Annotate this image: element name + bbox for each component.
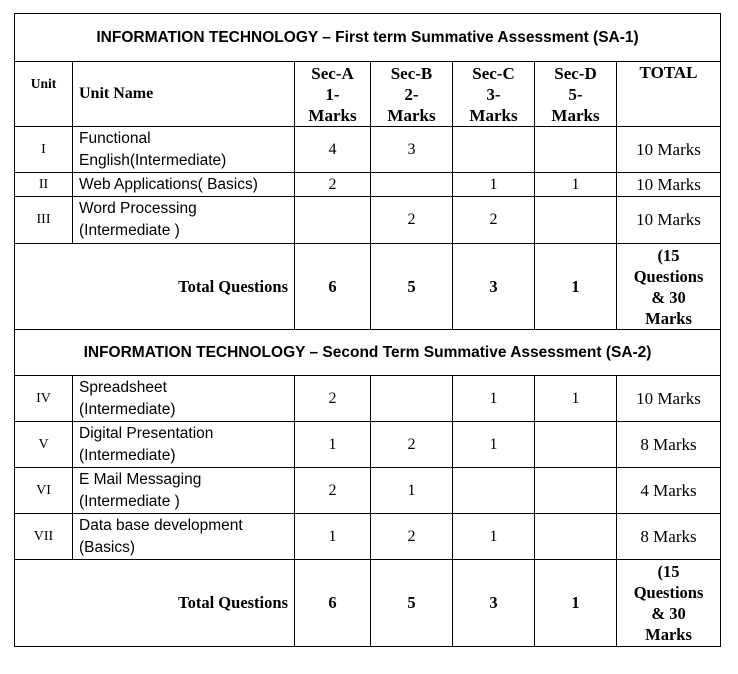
sec-a-total: 6 <box>295 560 371 647</box>
unit-cell: III <box>15 197 73 244</box>
sec-b-cell: 2 <box>371 514 453 560</box>
sec-c-cell: 1 <box>453 376 535 422</box>
totals-row <box>15 560 721 647</box>
unit-name-cell <box>73 197 295 244</box>
unit-name-line: (Intermediate ) <box>79 222 180 239</box>
total-questions-label: Total Questions <box>15 560 295 647</box>
table-row <box>15 514 721 560</box>
sa2-title-row <box>15 330 721 376</box>
sec-b-header-line: 2- <box>404 85 419 104</box>
sec-b-header <box>371 62 453 127</box>
sec-a-cell: 2 <box>295 376 371 422</box>
sec-d-header-line: Sec-D <box>554 64 597 83</box>
sec-c-cell <box>453 468 535 514</box>
sec-d-cell <box>535 127 617 173</box>
sa1-title: INFORMATION TECHNOLOGY – First term Summative Assessment (SA-1) <box>15 14 721 62</box>
sec-d-cell <box>535 514 617 560</box>
sec-a-cell: 2 <box>295 173 371 197</box>
sec-b-total: 5 <box>371 560 453 647</box>
grand-total <box>617 560 721 647</box>
total-questions-label: Total Questions <box>15 244 295 330</box>
sec-a-cell: 1 <box>295 422 371 468</box>
unit-name-line: (Basics) <box>79 538 135 556</box>
sec-c-cell: 1 <box>453 173 535 197</box>
grand-total-line: (15 <box>657 245 680 265</box>
sec-d-header-line: Marks <box>551 106 600 125</box>
sec-a-header <box>295 62 371 127</box>
unit-name-line: Data base development <box>79 516 243 534</box>
sec-b-total: 5 <box>371 244 453 330</box>
total-cell: 10 Marks <box>617 127 721 173</box>
header-row <box>15 62 721 127</box>
unit-name-line: Web Applications( Basics) <box>79 175 258 193</box>
sec-b-cell <box>371 173 453 197</box>
grand-total-line: Marks <box>645 625 692 644</box>
sec-c-header <box>453 62 535 127</box>
sec-a-cell: 2 <box>295 468 371 514</box>
sec-c-header-line: Marks <box>469 106 518 125</box>
unit-name-cell <box>73 376 295 422</box>
sec-a-cell: 4 <box>295 127 371 173</box>
sec-d-cell <box>535 422 617 468</box>
unit-header: Unit <box>15 62 73 127</box>
unit-name-line: E Mail Messaging <box>79 470 202 488</box>
sec-b-cell <box>371 376 453 422</box>
sec-b-cell: 3 <box>371 127 453 173</box>
sec-b-cell: 2 <box>371 422 453 468</box>
sec-b-header-line: Sec-B <box>390 64 433 83</box>
sec-d-cell: 1 <box>535 376 617 422</box>
grand-total-line: & 30 <box>651 287 686 307</box>
unit-name-cell <box>73 514 295 560</box>
unit-name-line: Word Processing <box>79 200 197 217</box>
sec-b-header-line: Marks <box>387 106 436 125</box>
grand-total-line: Marks <box>645 308 692 328</box>
sec-c-total: 3 <box>453 244 535 330</box>
unit-name-line: Functional <box>79 129 151 147</box>
unit-name-header: Unit Name <box>73 62 295 127</box>
unit-name-cell <box>73 422 295 468</box>
unit-name-line: (Intermediate) <box>79 400 176 418</box>
unit-name-line: (Intermediate) <box>79 446 176 464</box>
sec-d-total: 1 <box>535 560 617 647</box>
unit-cell: IV <box>15 376 73 422</box>
sec-a-cell: 1 <box>295 514 371 560</box>
sec-c-cell <box>453 127 535 173</box>
unit-name-line: Spreadsheet <box>79 378 167 396</box>
sec-a-header-line: Sec-A <box>311 64 354 83</box>
sa2-title: INFORMATION TECHNOLOGY – Second Term Summative Assessment (SA-2) <box>15 330 721 376</box>
grand-total-line: (15 <box>657 562 680 581</box>
unit-name-cell <box>73 127 295 173</box>
unit-name-line: Digital Presentation <box>79 424 214 442</box>
total-cell: 8 Marks <box>617 422 721 468</box>
sec-d-header <box>535 62 617 127</box>
grand-total-line: Questions <box>633 266 704 286</box>
sec-a-total: 6 <box>295 244 371 330</box>
table-row <box>15 422 721 468</box>
unit-name-cell <box>73 468 295 514</box>
sa1-title-row <box>15 14 721 62</box>
table-row <box>15 173 721 197</box>
sec-c-cell: 2 <box>453 197 535 244</box>
total-cell: 4 Marks <box>617 468 721 514</box>
sec-c-cell: 1 <box>453 422 535 468</box>
total-cell: 8 Marks <box>617 514 721 560</box>
unit-name-line: English(Intermediate) <box>79 151 227 169</box>
total-cell: 10 Marks <box>617 197 721 244</box>
unit-cell: VII <box>15 514 73 560</box>
grand-total-line: Questions <box>633 583 704 602</box>
total-cell: 10 Marks <box>617 173 721 197</box>
grand-total <box>617 244 721 330</box>
sec-c-cell: 1 <box>453 514 535 560</box>
sec-b-cell: 2 <box>371 197 453 244</box>
table-row <box>15 197 721 244</box>
unit-cell: VI <box>15 468 73 514</box>
unit-name-cell <box>73 173 295 197</box>
sec-d-cell: 1 <box>535 173 617 197</box>
total-header: TOTAL <box>617 62 721 127</box>
sec-a-header-line: Marks <box>308 106 357 125</box>
table-row <box>15 127 721 173</box>
sec-d-cell <box>535 468 617 514</box>
unit-cell: II <box>15 173 73 197</box>
totals-row <box>15 244 721 330</box>
sec-b-cell: 1 <box>371 468 453 514</box>
sec-c-header-line: Sec-C <box>472 64 515 83</box>
unit-cell: V <box>15 422 73 468</box>
sec-a-header-line: 1- <box>325 85 340 104</box>
table-row <box>15 376 721 422</box>
sec-d-header-line: 5- <box>568 85 583 104</box>
sec-d-cell <box>535 197 617 244</box>
unit-name-line: (Intermediate ) <box>79 492 180 510</box>
sec-d-total: 1 <box>535 244 617 330</box>
sec-a-cell <box>295 197 371 244</box>
sec-c-header-line: 3- <box>486 85 501 104</box>
sec-c-total: 3 <box>453 560 535 647</box>
unit-cell: I <box>15 127 73 173</box>
table-row <box>15 468 721 514</box>
assessment-table <box>14 13 721 647</box>
total-cell: 10 Marks <box>617 376 721 422</box>
grand-total-line: & 30 <box>651 604 686 623</box>
